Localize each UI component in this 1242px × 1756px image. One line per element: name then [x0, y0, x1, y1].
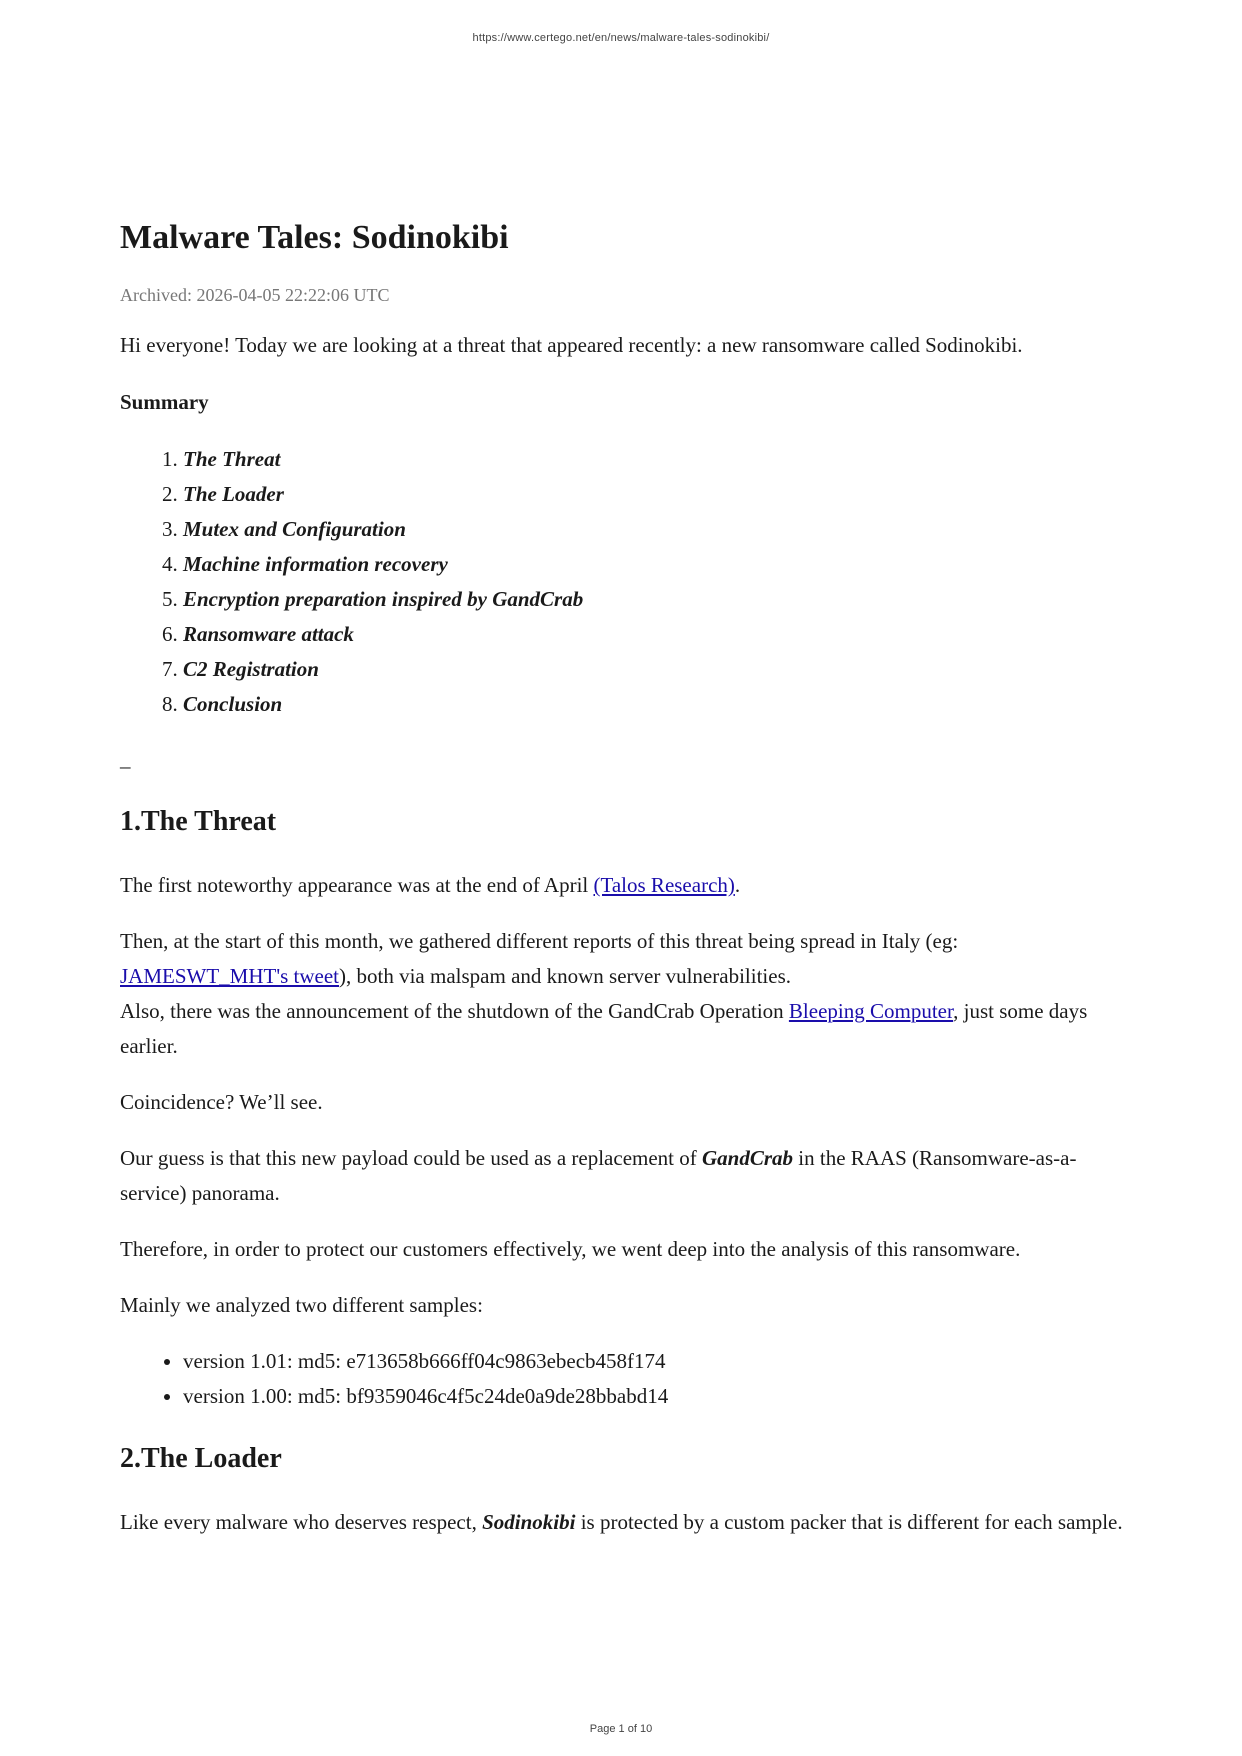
threat-paragraph-1: [120, 868, 1130, 903]
toc-item-loader: 2. The Loader: [183, 477, 1130, 512]
toc-item-conclusion: 8. Conclusion: [183, 687, 1130, 722]
threat-paragraph-3: Coincidence? We’ll see.: [120, 1090, 323, 1114]
section-heading-threat: 1.The Threat: [120, 806, 277, 837]
text-span: , just some days earlier.: [120, 999, 1088, 1058]
jameswt-tweet-link[interactable]: JAMESWT_MHT's tweet: [120, 964, 340, 988]
text-span: is protected by a custom packer that is different for each sample.: [575, 1510, 1123, 1534]
loader-paragraph-1: [120, 1505, 1130, 1540]
text-span: Also, there was the announcement of the shutdown of the GandCrab Operation: [120, 999, 789, 1023]
gandcrab-emphasis: GandCrab: [702, 1146, 794, 1170]
text-span: .: [734, 873, 741, 897]
sample-item: • version 1.01: md5: e713658b666ff04c9863ebecb458f174: [183, 1344, 1130, 1379]
text-span: Like every malware who deserves respect,: [120, 1510, 483, 1534]
intro-paragraph: Hi everyone! Today we are looking at a threat that appeared recently: a new ransomware called Sodinokibi.: [120, 333, 1023, 357]
page-title: Malware Tales: Sodinokibi: [120, 219, 509, 256]
toc-item-encryption: 5. Encryption preparation inspired by GandCrab: [183, 582, 1130, 617]
text-span: Then, at the start of this month, we gathered different reports of this threat being spread in Italy (eg:: [120, 929, 959, 953]
threat-paragraph-4: [120, 1141, 1130, 1211]
archived-timestamp: Archived: 2026-04-05 22:22:06 UTC: [120, 285, 390, 305]
section-heading-loader: 2.The Loader: [120, 1443, 282, 1474]
text-span: The first noteworthy appearance was at the end of April: [120, 873, 594, 897]
toc-item-mutex: 3. Mutex and Configuration: [183, 512, 1130, 547]
summary-heading: Summary: [120, 390, 209, 414]
toc-item-c2: 7. C2 Registration: [183, 652, 1130, 687]
threat-paragraph-2: [120, 924, 1130, 1064]
sodinokibi-emphasis: Sodinokibi: [482, 1510, 576, 1534]
toc-item-machine-info: 4. Machine information recovery: [183, 547, 1130, 582]
bleeping-computer-link[interactable]: Bleeping Computer: [788, 999, 954, 1023]
samples-list: [120, 1344, 1130, 1414]
sample-item: • version 1.00: md5: bf9359046c4f5c24de0a9de28bbabd14: [183, 1379, 1130, 1414]
text-span: in the RAAS (Ransomware-as-a-service) panorama.: [120, 1146, 1077, 1205]
text-span: ), both via malspam and known server vulnerabilities.: [339, 964, 791, 988]
toc-item-threat: 1. The Threat: [183, 442, 1130, 477]
threat-paragraph-5: Therefore, in order to protect our customers effectively, we went deep into the analysis of this ransomware.: [120, 1237, 1021, 1261]
summary-list: [120, 442, 1130, 722]
separator: _: [120, 747, 131, 771]
article: [120, 208, 1130, 1540]
page-url: https://www.certego.net/en/news/malware-tales-sodinokibi/: [472, 32, 770, 44]
threat-paragraph-6: Mainly we analyzed two different samples:: [120, 1293, 483, 1317]
page-number: Page 1 of 10: [589, 1723, 653, 1735]
toc-item-ransomware-attack: 6. Ransomware attack: [183, 617, 1130, 652]
talos-research-link[interactable]: (Talos Research): [593, 873, 735, 897]
text-span: Our guess is that this new payload could be used as a replacement of: [120, 1146, 703, 1170]
